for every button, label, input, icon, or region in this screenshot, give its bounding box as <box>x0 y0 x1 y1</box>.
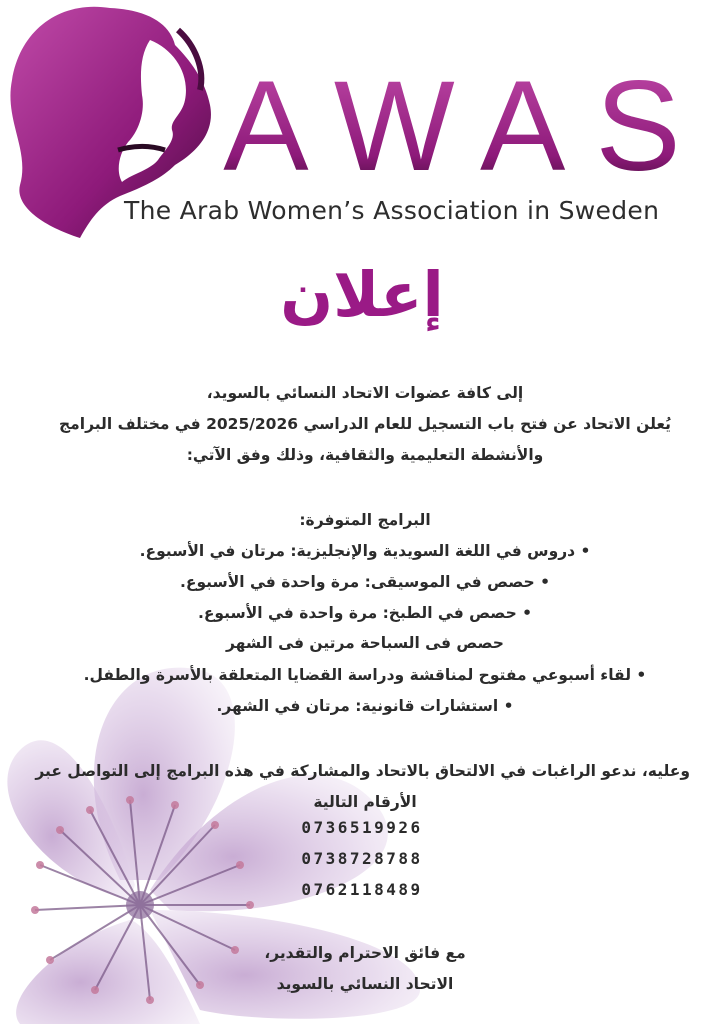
program-item: • حصص في الطبخ: مرة واحدة في الأسبوع. <box>197 604 533 622</box>
intro-line-2: يُعلن الاتحاد عن فتح باب التسجيل للعام الدراسي 2025/2026 في مختلف البرامج <box>59 415 671 433</box>
program-item: حصص فى السباحة مرتين فى الشهر <box>226 634 504 652</box>
program-item: • حصص في الموسيقى: مرة واحدة في الأسبوع. <box>179 573 550 591</box>
program-item: • لقاء أسبوعي مفتوح لمناقشة ودراسة القضايا المتعلقة بالأسرة والطفل. <box>83 666 647 684</box>
phone-number: 0736519926 <box>301 818 423 837</box>
announcement-title: إعلان <box>280 258 444 331</box>
program-item: • استشارات قانونية: مرتان في الشهر. <box>216 697 514 715</box>
logo-subtitle: The Arab Women’s Association in Sweden <box>124 196 660 225</box>
phone-number: 0762118489 <box>301 880 423 899</box>
logo-awas-text: AWAS <box>223 62 711 186</box>
closing-signature: الاتحاد النسائي بالسويد <box>276 975 454 993</box>
closing-line-1: مع فائق الاحترام والتقدير، <box>264 944 466 962</box>
program-item: • دروس في اللغة السويدية والإنجليزية: مرتان في الأسبوع. <box>139 542 591 560</box>
logo-letters <box>222 62 712 186</box>
contact-text-line-2: الأرقام التالية <box>313 793 417 811</box>
phone-number: 0738728788 <box>301 849 423 868</box>
intro-line-1: إلى كافة عضوات الاتحاد النسائي بالسويد، <box>206 384 524 402</box>
contact-text-line-1: وعليه، ندعو الراغبات في الالتحاق بالاتحاد والمشاركة في هذه البرامج إلى التواصل عبر <box>35 762 690 780</box>
programs-heading: البرامج المتوفرة: <box>299 511 431 529</box>
intro-line-3: والأنشطة التعليمية والثقافية، وذلك وفق الآتي: <box>186 446 544 464</box>
